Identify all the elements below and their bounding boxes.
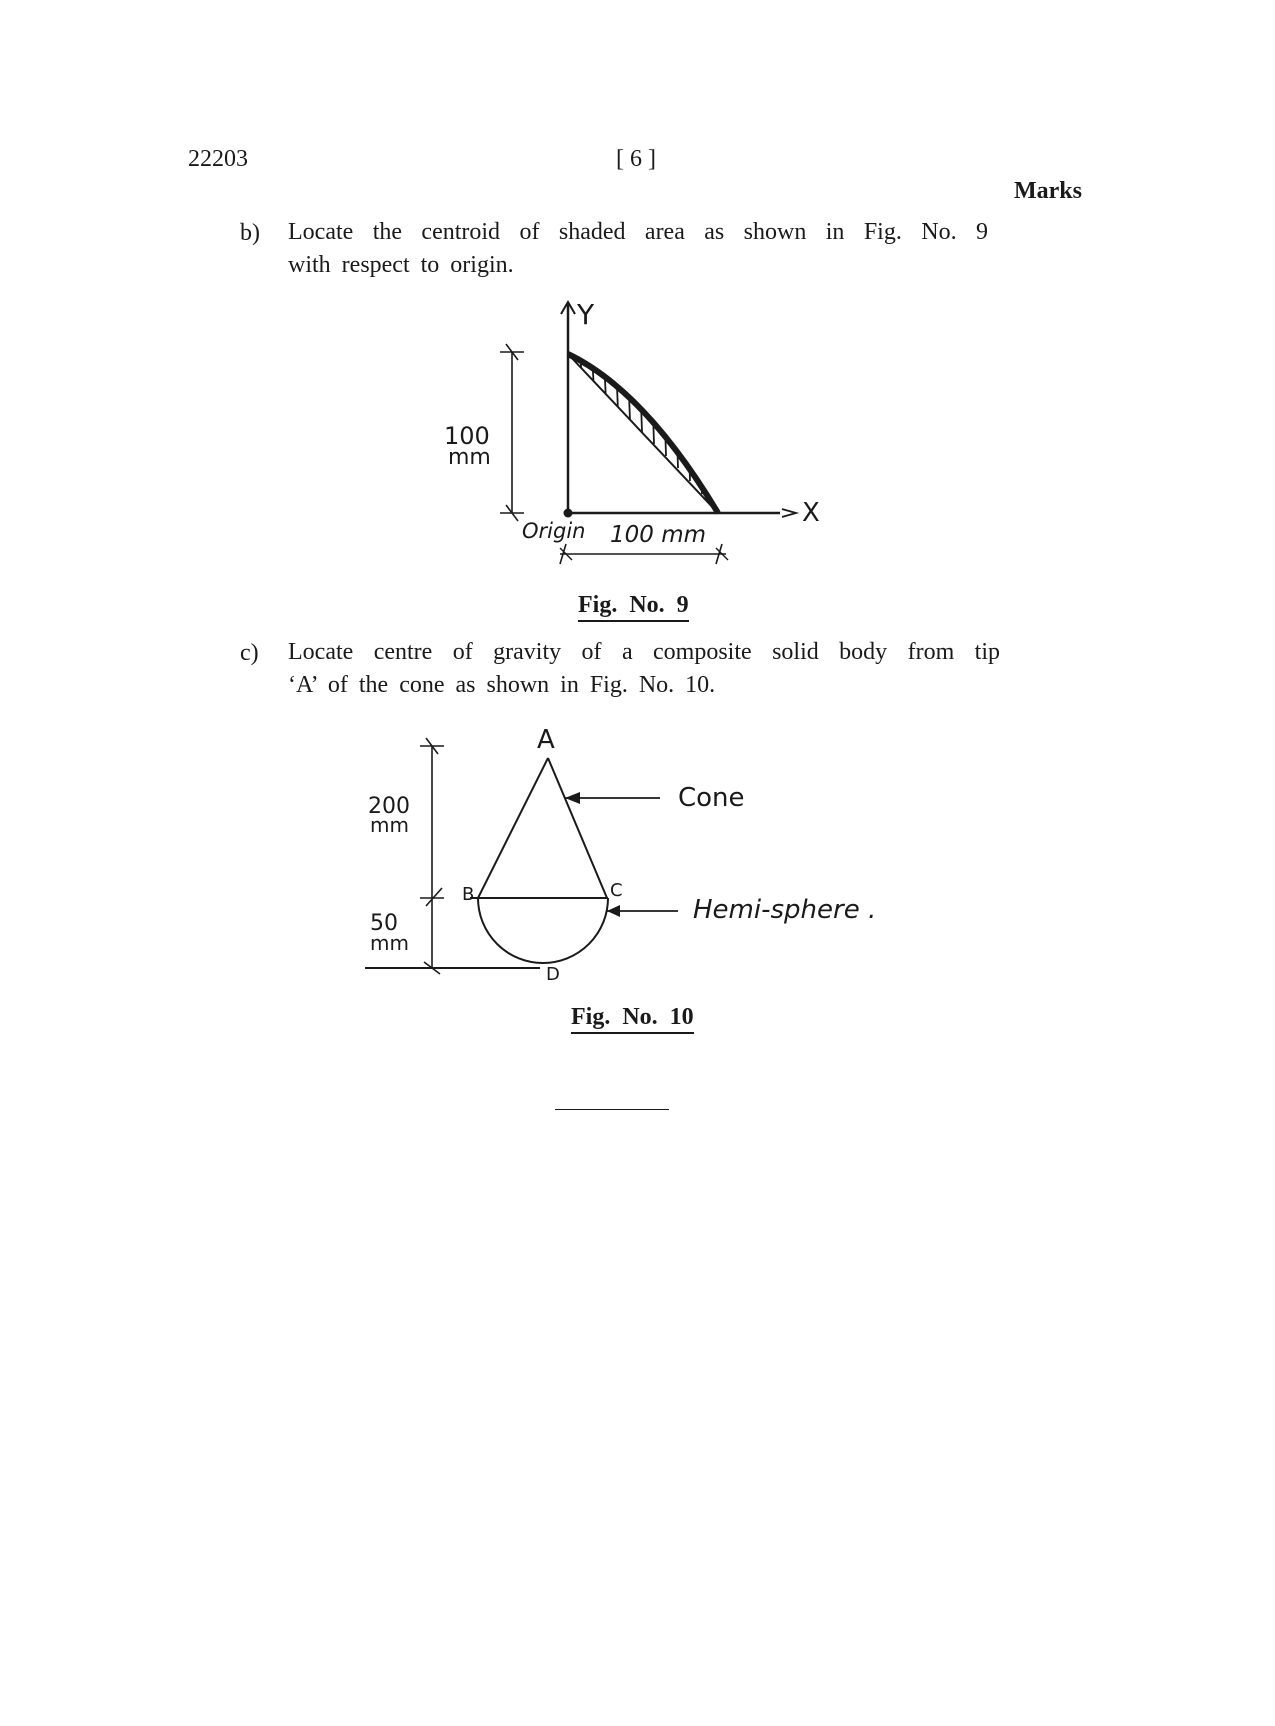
height-value-label: 100 [444,422,490,450]
point-c-label: C [610,880,623,901]
dim-50-value: 50 [370,911,398,936]
question-c-line-1: Locate centre of gravity of a composite solid body from tip [288,639,1000,665]
marks-heading: Marks [1014,178,1082,204]
dim-slash-middle [426,888,442,906]
point-a-label: A [537,725,555,755]
dim-50-unit: mm [370,931,409,955]
question-b-line-2: with respect to origin. [288,252,514,278]
height-unit-label: mm [448,445,491,470]
page-number: [ 6 ] [616,146,656,172]
figure-9-caption: Fig. No. 9 [578,592,689,622]
point-b-label: B [462,884,475,905]
question-b-text [288,216,988,282]
hemisphere-outline [478,898,608,963]
question-c-line-2: ‘A’ of the cone as shown in Fig. No. 10. [288,672,716,698]
question-b-line-1: Locate the centroid of shaded area as shown in Fig. No. 9 [288,219,988,245]
origin-label: Origin [522,519,586,543]
paper-code: 22203 [188,146,248,172]
x-axis-arrow [782,509,796,517]
point-d-label: D [546,964,560,985]
hemisphere-label: Hemi-sphere . [693,895,877,925]
cone-label: Cone [678,783,745,813]
dim-200-unit: mm [370,813,409,837]
shaded-area-chord [568,354,718,513]
y-axis-label: Y [577,298,595,331]
hemisphere-leader-arrowhead [607,905,620,917]
figure-10-caption: Fig. No. 10 [571,1004,694,1034]
width-label: 100 mm [610,522,707,548]
cone-outline [478,758,607,898]
dim-200-value: 200 [368,794,410,819]
x-axis-label: X [802,498,820,528]
question-c-text [288,636,1000,702]
end-of-page-rule [555,1109,669,1110]
figure-10-diagram [360,718,920,988]
question-b-label: b) [240,220,260,246]
question-c-label: c) [240,640,259,666]
origin-point [564,509,573,518]
figure-9-diagram [420,296,840,566]
